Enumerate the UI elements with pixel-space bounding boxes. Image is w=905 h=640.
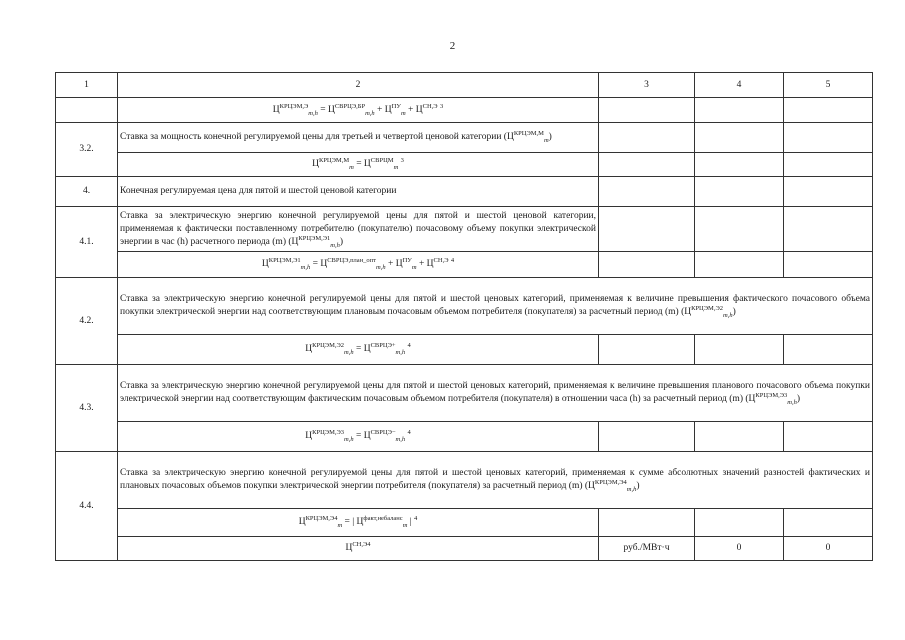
component-name: $Ц^{СН,Э4}$ [118,537,599,561]
table-row [56,452,873,509]
footnote-ref: 3 [400,156,404,164]
formula: $Ц^{КРЦЭМ,Э}_{m,h} = Ц^{СВРЦЭ,БР}_{m,h} + Ц^{ПУ}_m + Ц^{СН,Э}$ $^3$ [118,98,599,123]
table-row [56,153,873,177]
row-description: Ставка за электрическую энергию конечной регулируемой цены для пятой и шестой ценовых категорий, применяемая к величине превышения фактического почасового объема покупки электрической энергии над соответствующим плановым почасовым объемом потребителя (покупателя) за расчетный период (m) $(Ц^{КРЦЭМ,Э2}_{m,h})$ [118,278,873,335]
row-number: 4.2. [56,278,118,365]
row-description: Ставка за электрическую энергию конечной регулируемой цены для пятой и шестой ценовой категории, применяемая к фактически поставленному потребителю (покупателю) почасовому объему покупки электрической энергии в час (h) расчетного периода (m) $(Ц^{КРЦЭМ,Э1}_{m,h})$ [118,207,599,252]
footnote-ref: 4 [450,256,455,264]
formula: $Ц^{КРЦЭМ,Э1}_{m,h} = Ц^{СВРЦЭ,план\_опт}_{m,h} + Ц^{ПУ}_m + Ц^{СН,Э}$ $^4$ [118,252,599,278]
table-row [56,207,873,252]
row-number: 4.1. [56,207,118,278]
header-cell: 1 [56,73,118,98]
formula: $Ц^{КРЦЭМ,Э3}_{m,h} = Ц^{СВРЦЭ-}_{m,h}$ $^4$ [118,422,599,452]
row-number: 4.4. [56,452,118,561]
row-number: 4. [56,177,118,207]
unit-cell: руб./МВт·ч [599,537,695,561]
row-description: Ставка за мощность конечной регулируемой цены для третьей и четвертой ценовой категории $(Ц^{КРЦЭМ,М}_m)$ [118,123,599,153]
header-cell: 2 [118,73,599,98]
formula: $Ц^{КРЦЭМ,М}_m = Ц^{СВРЦМ}_m$ $^3$ [118,153,599,177]
row-description: Конечная регулируемая цена для пятой и шестой ценовой категории [118,177,599,207]
row-description: Ставка за электрическую энергию конечной регулируемой цены для пятой и шестой ценовых категорий, применяемая к величине превышения планового почасового объема покупки электрической энергии над соответствующим фактическим почасовым объемом потребителя (покупателя) в отношении часа (h) за расчетный период (m) $(Ц^{КРЦЭМ,Э3}_{m,h})$ [118,365,873,422]
footnote-ref: 4 [407,341,411,349]
footnote-ref: 4 [407,428,411,436]
tariff-table [55,72,873,561]
row-number: 4.3. [56,365,118,452]
table-row [56,335,873,365]
row-number: 3.2. [56,123,118,177]
table-row [56,252,873,278]
row-description: Ставка за электрическую энергию конечной регулируемой цены для пятой и шестой ценовых категорий, применяемая к сумме абсолютных значений разностей фактических и плановых почасовых объемов покупки электрической энергии потребителя (покупателя) за расчетный период (m) $(Ц^{КРЦЭМ,Э4}_{m,h})$ [118,452,873,509]
formula: $Ц^{КРЦЭМ,Э4}_m$ = | $Ц^{факт,небаланс}_m$ | $^4$ [118,509,599,537]
footnote-ref: 4 [414,514,418,522]
header-cell: 3 [599,73,695,98]
value-cell: 0 [784,537,873,561]
table-row [56,537,873,561]
table-row [56,509,873,537]
header-row [56,73,873,98]
table-row [56,365,873,422]
table-row [56,422,873,452]
table-row [56,278,873,335]
footnote-ref: 3 [439,102,444,110]
page-number: 2 [449,40,456,52]
table-row [56,98,873,123]
formula: $Ц^{КРЦЭМ,Э2}_{m,h} = Ц^{СВРЦЭ+}_{m,h}$ $^4$ [118,335,599,365]
header-cell: 5 [784,73,873,98]
table-row [56,177,873,207]
value-cell: 0 [695,537,784,561]
header-cell: 4 [695,73,784,98]
table-row [56,123,873,153]
